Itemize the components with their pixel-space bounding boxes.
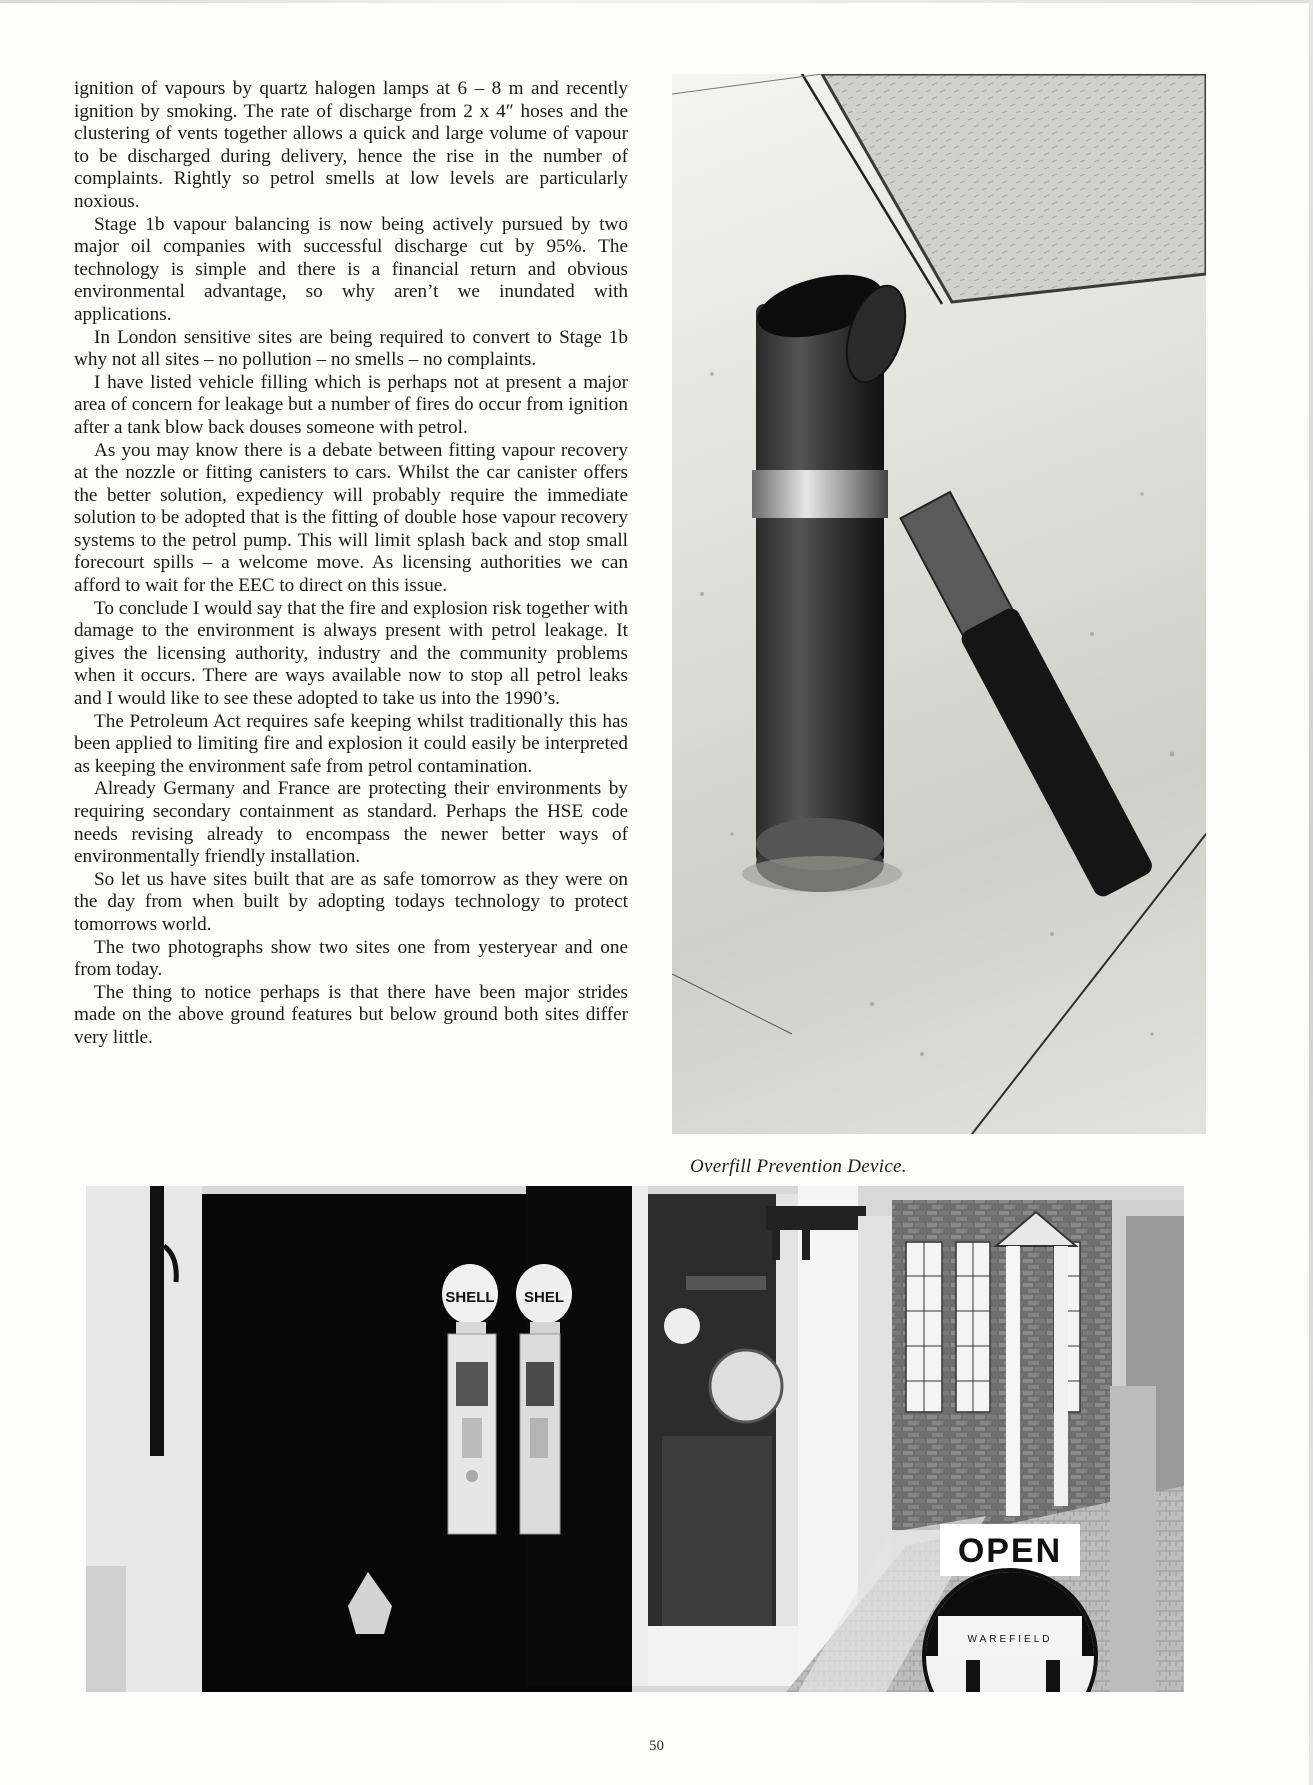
article-paragraph: To conclude I would say that the fire and explosion risk together with damage to the environment is always present with petrol leakage. It gives the licensing authority, industry and the community problems when it occurs. There are ways available now to stop all petrol leaks and I would like to see these adopted to take us into the 1990’s. <box>74 597 628 710</box>
article-paragraph: The two photographs show two sites one from yesteryear and one from today. <box>74 936 628 981</box>
device-tube <box>756 304 884 864</box>
device-handle <box>897 490 1155 900</box>
checker-plate <box>822 74 1206 302</box>
article-paragraph: Already Germany and France are protecting their environments by requiring secondary containment as standard. Perhaps the HSE code needs revising already to encompass the newer better ways of environmentally friendly installation. <box>74 778 628 868</box>
open-sign-label: OPEN <box>957 1532 1063 1570</box>
petrol-pump-1 <box>442 1264 498 1534</box>
article-paragraph: The Petroleum Act requires safe keeping whilst traditionally this has been applied to limiting fire and explosion it could easily be interpreted as keeping the environment safe from petrol contamination. <box>74 710 628 777</box>
forecourt-photo <box>86 1186 1184 1692</box>
article-paragraph: ignition of vapours by quartz halogen lamps at 6 – 8 m and recently ignition by smoking. The rate of discharge from 2 x 4″ hoses and the clustering of vents together allows a quick and large volume of vapour to be discharged during delivery, hence the rise in the number of complaints. Rightly so petrol smells at low levels are particularly noxious. <box>74 78 628 212</box>
pump-globe-label: SHELL <box>445 1289 495 1306</box>
page-number: 50 <box>649 1738 664 1754</box>
figure-caption: Overfill Prevention Device. <box>690 1156 907 1177</box>
scan-top-edge <box>0 0 1313 3</box>
article-paragraph: So let us have sites built that are as safe tomorrow as they were on the day from when built by adopting todays technology to protect tomorrows world. <box>74 868 628 935</box>
roundel-label: WAREFIELD <box>967 1634 1053 1645</box>
overfill-device-illustration <box>672 74 1206 1134</box>
article-paragraph: Stage 1b vapour balancing is now being actively pursued by two major oil companies with successful discharge cut by 95%. The technology is simple and there is a financial return and obvious environmental advantage, so why aren’t we inundated with applications. <box>74 213 628 325</box>
overfill-device-photo <box>672 74 1206 1134</box>
article-body <box>74 78 628 1050</box>
forecourt-illustration <box>86 1186 1184 1692</box>
article-paragraph: The thing to notice perhaps is that there have been major strides made on the above ground features but below ground both sites differ very little. <box>74 981 628 1048</box>
pump-globe-label: SHEL <box>523 1289 565 1306</box>
article-paragraph: I have listed vehicle filling which is perhaps not at present a major area of concern for leakage but a number of fires do occur from ignition after a tank blow back douses someone with petrol. <box>74 371 628 438</box>
article-paragraph: In London sensitive sites are being required to convert to Stage 1b why not all sites – no pollution – no smells – no complaints. <box>74 326 628 371</box>
device-band <box>752 470 888 518</box>
scan-right-edge <box>1309 0 1313 1785</box>
article-paragraph: As you may know there is a debate between fitting vapour recovery at the nozzle or fitting canisters to cars. Whilst the car canister offers the better solution, expediency will probably require the immediate solution to be adopted that is the fitting of double hose vapour recovery systems to the petrol pump. This will limit splash back and stop small forecourt spills – a welcome move. As licensing authorities we can afford to wait for the EEC to direct on this issue. <box>74 439 628 597</box>
